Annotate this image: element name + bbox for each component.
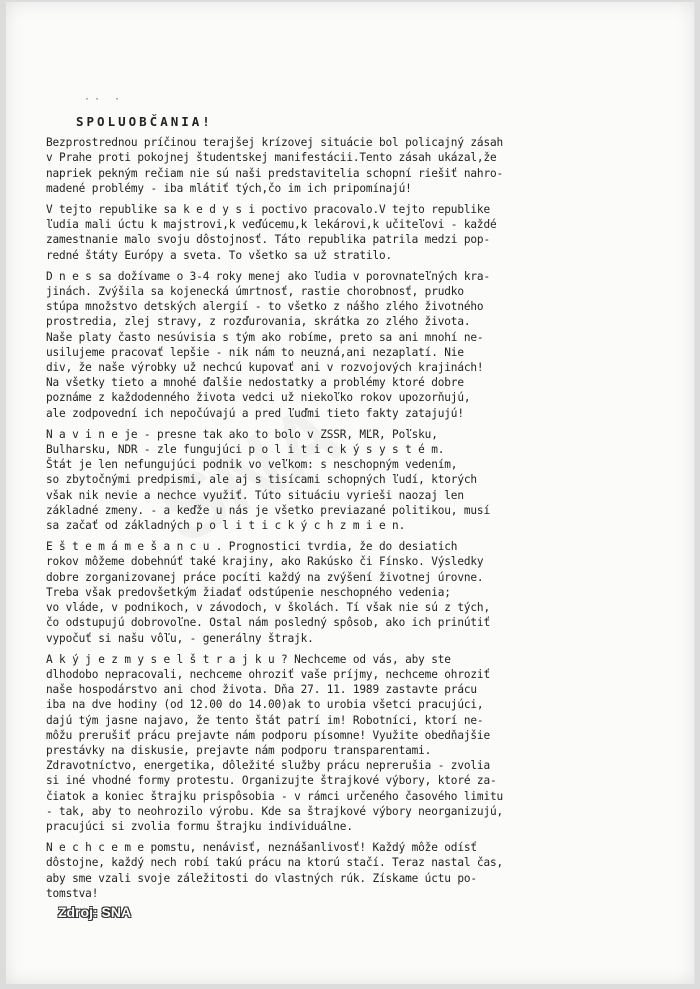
text-line: Bulharsku, NDR - zle fungujúci p o l i t i c k ý s y s t é m. [46, 443, 445, 457]
text-line: sa začať od základných p o l i t i c k ý c h z m i e n. [46, 519, 406, 533]
text-line: v Prahe proti pokojnej študentskej manifestácii.Tento zásah ukázal,že [46, 151, 497, 165]
text-line: jinách. Zvýšila sa kojenecká úmrtnosť, rastie chorobnosť, prudko [46, 285, 464, 299]
text-line: A k ý j e z m y s e l š t r a j k u ? Nechceme od vás, aby ste [46, 652, 451, 666]
text-line: prostredia, zlej stravy, z rozďurovania, skrátka zo zlého života. [46, 315, 471, 329]
text-line: môžu prerušiť prácu prejavte nám podporu písomne! Využite obedňajšie [46, 728, 490, 742]
text-line: rokov môžeme dobehnúť také krajiny, ako Rakúsko či Fínsko. Výsledky [46, 555, 484, 569]
text-line: však nik nevie a nechce využiť. Túto situáciu vyrieši naozaj len [46, 488, 464, 502]
text-line: ale zodpovední ich nepočúvajú a pred ľuďmi tieto fakty zatajujú! [46, 406, 464, 420]
text-line: usilujeme pracovať lepšie - nik nám to neuzná,ani nezaplatí. Nie [46, 345, 464, 359]
text-line: napriek pekným rečiam nie sú naši predstavitelia schopní riešiť nahro- [46, 166, 504, 180]
text-line: Naše platy často nesúvisia s tým ako robíme, preto sa ani mnohí ne- [46, 330, 484, 344]
stamp-marks: ·· · [84, 94, 125, 105]
text-line: N a v i n e je - presne tak ako to bolo v ZSSR, MĽR, Poľsku, [46, 427, 438, 441]
text-line: základné zmeny. - a keďže u nás je všetko previazané politikou, musí [46, 503, 490, 517]
paragraph [46, 840, 666, 901]
text-line: prestávky na diskusie, prejavte nám podporu transparentami. [46, 743, 432, 757]
paragraph [46, 652, 666, 834]
paragraph [46, 269, 666, 421]
text-line: stúpa množstvo detských alergií - to všetko z nášho zlého životného [46, 300, 484, 314]
paragraph [46, 202, 666, 263]
text-line: Zdravotníctvo, energetika, dôležité služby prácu neprerušia - zvolia [46, 759, 490, 773]
text-line: D n e s sa dožívame o 3-4 roky menej ako ľudia v porovnateľných kra- [46, 269, 490, 283]
text-line: dôstojne, každý nech robí takú prácu na ktorú stačí. Teraz nastal čas, [46, 856, 504, 870]
text-line: redné štáty Európy a sveta. To všetko sa už stratilo. [46, 248, 393, 262]
text-line: Na všetky tieto a mnohé ďalšie nedostatky a problémy ktoré dobre [46, 376, 464, 390]
text-line: - tak, aby to neohrozilo výrobu. Kde sa štrajkové výbory neorganizujú, [46, 804, 504, 818]
text-line: Treba však predovšetkým žiadať odstúpenie neschopného vedenia; [46, 585, 451, 599]
paragraph [46, 427, 666, 533]
text-line: div, že naše výrobky už nechcú kupovať ani v rozvojových krajinách! [46, 361, 484, 375]
text-line: zamestnanie malo svoju dôstojnosť. Táto republika patrila medzi pop- [46, 233, 490, 247]
text-line: vo vláde, v podnikoch, v závodoch, v školách. Tí však nie sú z tých, [46, 601, 490, 615]
text-line: madené problémy - iba mlátiť tých,čo im ich pripomínajú! [46, 181, 412, 195]
text-line: naše hospodárstvo ani chod života. Dňa 27. 11. 1989 zastavte prácu [46, 683, 477, 697]
paragraph [46, 539, 666, 645]
text-line: N e c h c e m e pomstu, nenávisť, neznášanlivosť! Každý môže odísť [46, 841, 477, 855]
typed-text-body [46, 114, 666, 907]
text-line: Bezprostrednou príčinou terajšej krízovej situácie bol policajný zásah [46, 136, 504, 150]
text-line: iba na dve hodiny (od 12.00 do 14.00)ak to urobia všetci pracujúci, [46, 698, 484, 712]
text-line: tomstva! [46, 886, 99, 900]
paragraph [46, 135, 666, 196]
text-line: Štát je len nefungujúci podnik vo veľkom: s neschopným vedením, [46, 458, 458, 472]
text-line: pracujúci si zvolia formu štrajku individuálne. [46, 819, 353, 833]
text-line: poznáme z každodenného života vedci už niekoľko rokov upozorňujú, [46, 391, 471, 405]
text-line: čiatok a koniec štrajku prispôsobia - v rámci určeného časového limitu [46, 789, 504, 803]
text-line: E š t e m á m e š a n c u . Prognostici tvrdia, že do desiatich [46, 540, 458, 554]
text-line: aby sme vzali svoje záležitosti do vlastných rúk. Získame úctu po- [46, 871, 477, 885]
text-line: vypočuť si našu vôľu, - generálny štrajk. [46, 631, 314, 645]
source-label: Zdroj: SNA [58, 904, 132, 920]
text-line: čo odstupujú dobrovoľne. Ostal nám posledný spôsob, ako ich prinútiť [46, 616, 490, 630]
text-line: dajú tým jasne najavo, že tento štát patrí im! Robotníci, ktorí ne- [46, 713, 484, 727]
text-line: si iné vhodné formy protestu. Organizujte štrajkové výbory, ktoré za- [46, 774, 497, 788]
document-title: SPOLUOBČANIA! [76, 114, 213, 129]
text-line: so zbytočnými predpismi, ale aj s tisícami schopných ľudí, ktorých [46, 473, 477, 487]
text-line: ľudia mali úctu k majstrovi,k veďúcemu,k lekárovi,k učiteľovi - každé [46, 218, 497, 232]
paragraph-container [46, 135, 666, 901]
document-page [6, 2, 695, 984]
text-line: dlhodobo nepracovali, nechceme ohroziť vaše príjmy, nechceme ohroziť [46, 667, 490, 681]
text-line: V tejto republike sa k e d y s i poctivo pracovalo.V tejto republike [46, 203, 490, 217]
text-line: dobre zorganizovanej práce pocíti každý na zvýšení životnej úrovne. [46, 570, 484, 584]
